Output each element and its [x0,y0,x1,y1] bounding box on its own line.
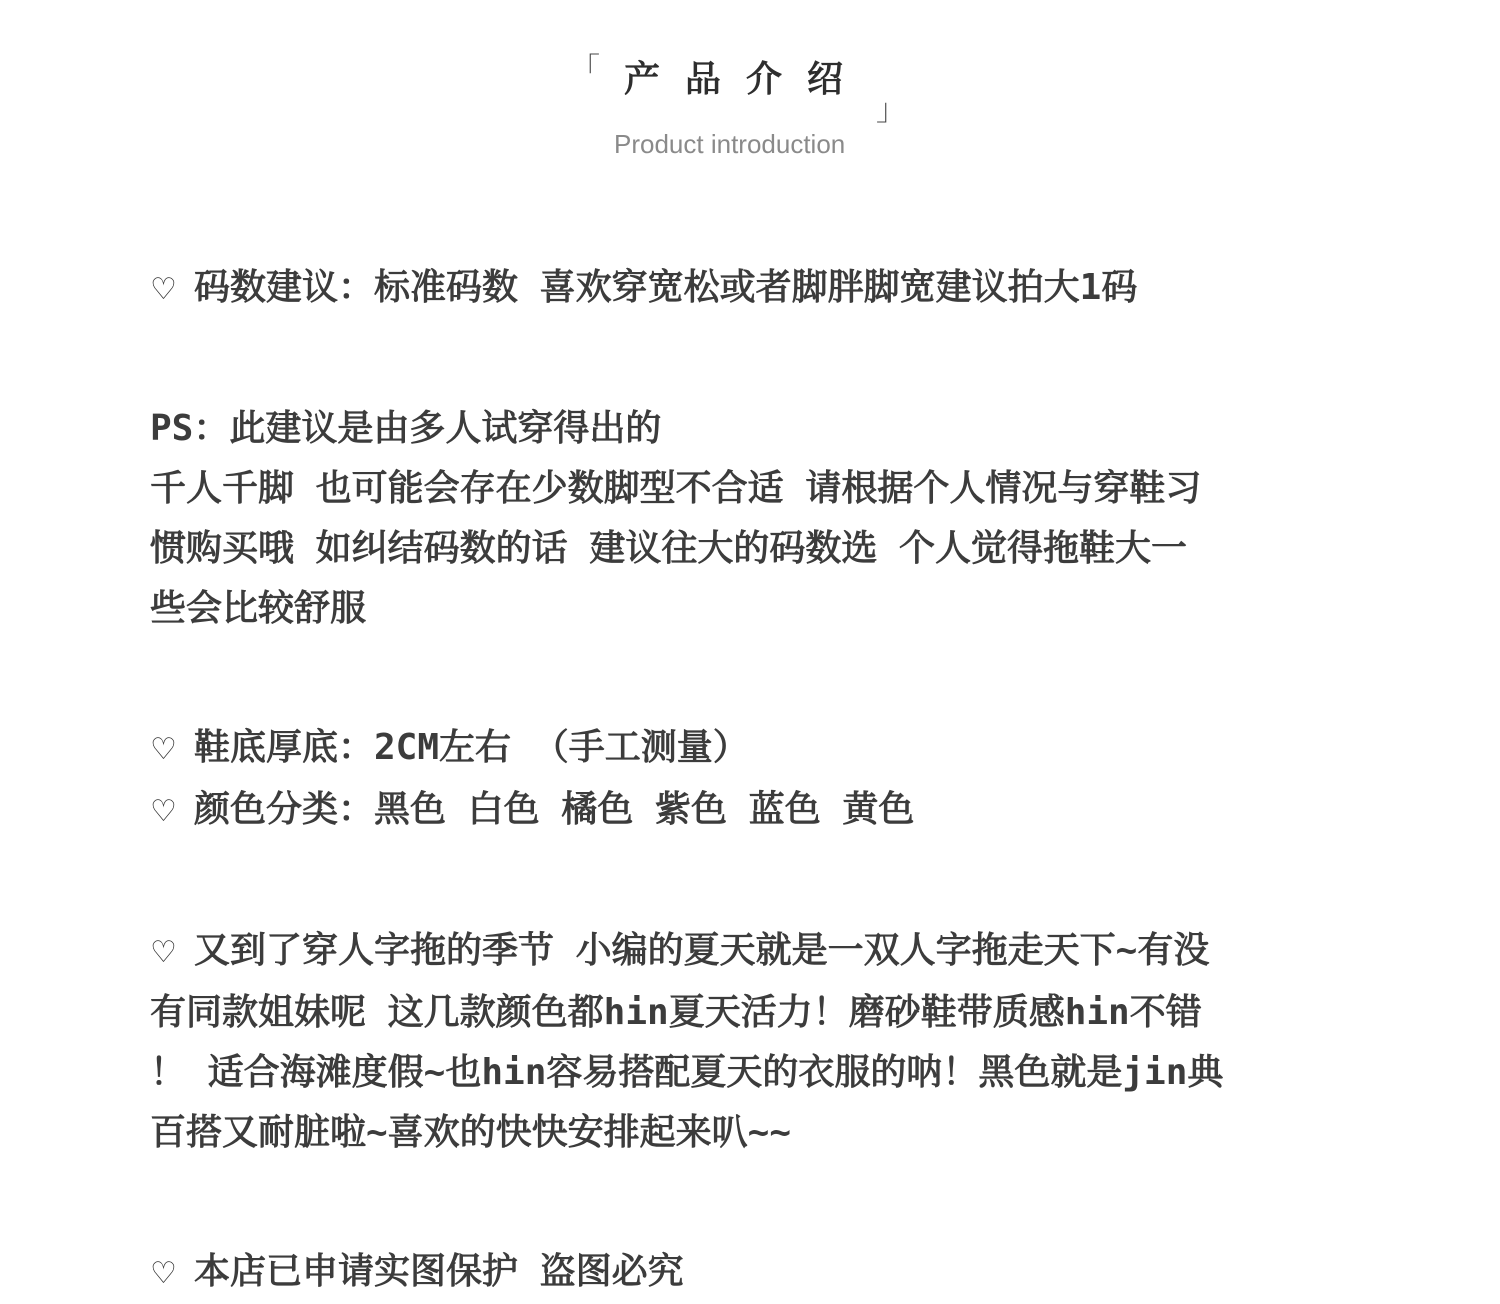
section-header [0,0,1500,200]
description-line: ！ 适合海滩度假~也hin容易搭配夏天的衣服的呐！黑色就是jin典 [150,1052,1224,1093]
ps-line: 惯购买哦 如纠结码数的话 建议往大的码数选 个人觉得拖鞋大一 [150,528,1188,569]
heart-icon: ♡ [150,1256,177,1291]
ps-line: 些会比较舒服 [150,588,367,629]
product-description [150,258,1350,1304]
description-line [150,921,1350,983]
sole-line [150,718,1350,780]
description-line: 百搭又耐脏啦~喜欢的快快安排起来叭~~ [150,1112,792,1153]
section-subtitle: Product introduction [614,129,846,159]
ps-line: 千人千脚 也可能会存在少数脚型不合适 请根据个人情况与穿鞋习 [150,468,1202,509]
colors-text: 颜色分类：黑色 白色 橘色 紫色 蓝色 黄色 [194,789,915,830]
heart-icon: ♡ [150,732,177,767]
section-title: 产品介绍 [624,59,869,100]
bracket-open-icon: 「 [570,52,600,87]
bracket-close-icon: 」 [876,93,906,128]
size-advice-text: 码数建议：标准码数 喜欢穿宽松或者脚胖脚宽建议拍大1码 [194,267,1138,308]
heart-icon: ♡ [150,935,177,970]
heart-icon: ♡ [150,272,177,307]
description-text: 又到了穿人字拖的季节 小编的夏天就是一双人字拖走天下~有没 [194,930,1210,971]
ps-line: PS：此建议是由多人试穿得出的 [150,408,662,449]
size-advice-line [150,258,1350,320]
sole-text: 鞋底厚底：2CM左右 （手工测量） [194,727,749,768]
protection-notice-line [150,1242,1350,1304]
colors-line [150,780,1350,842]
protection-notice-text: 本店已申请实图保护 盗图必究 [194,1251,684,1292]
heart-icon: ♡ [150,794,177,829]
description-line: 有同款姐妹呢 这几款颜色都hin夏天活力！磨砂鞋带质感hin不错 [150,992,1202,1033]
